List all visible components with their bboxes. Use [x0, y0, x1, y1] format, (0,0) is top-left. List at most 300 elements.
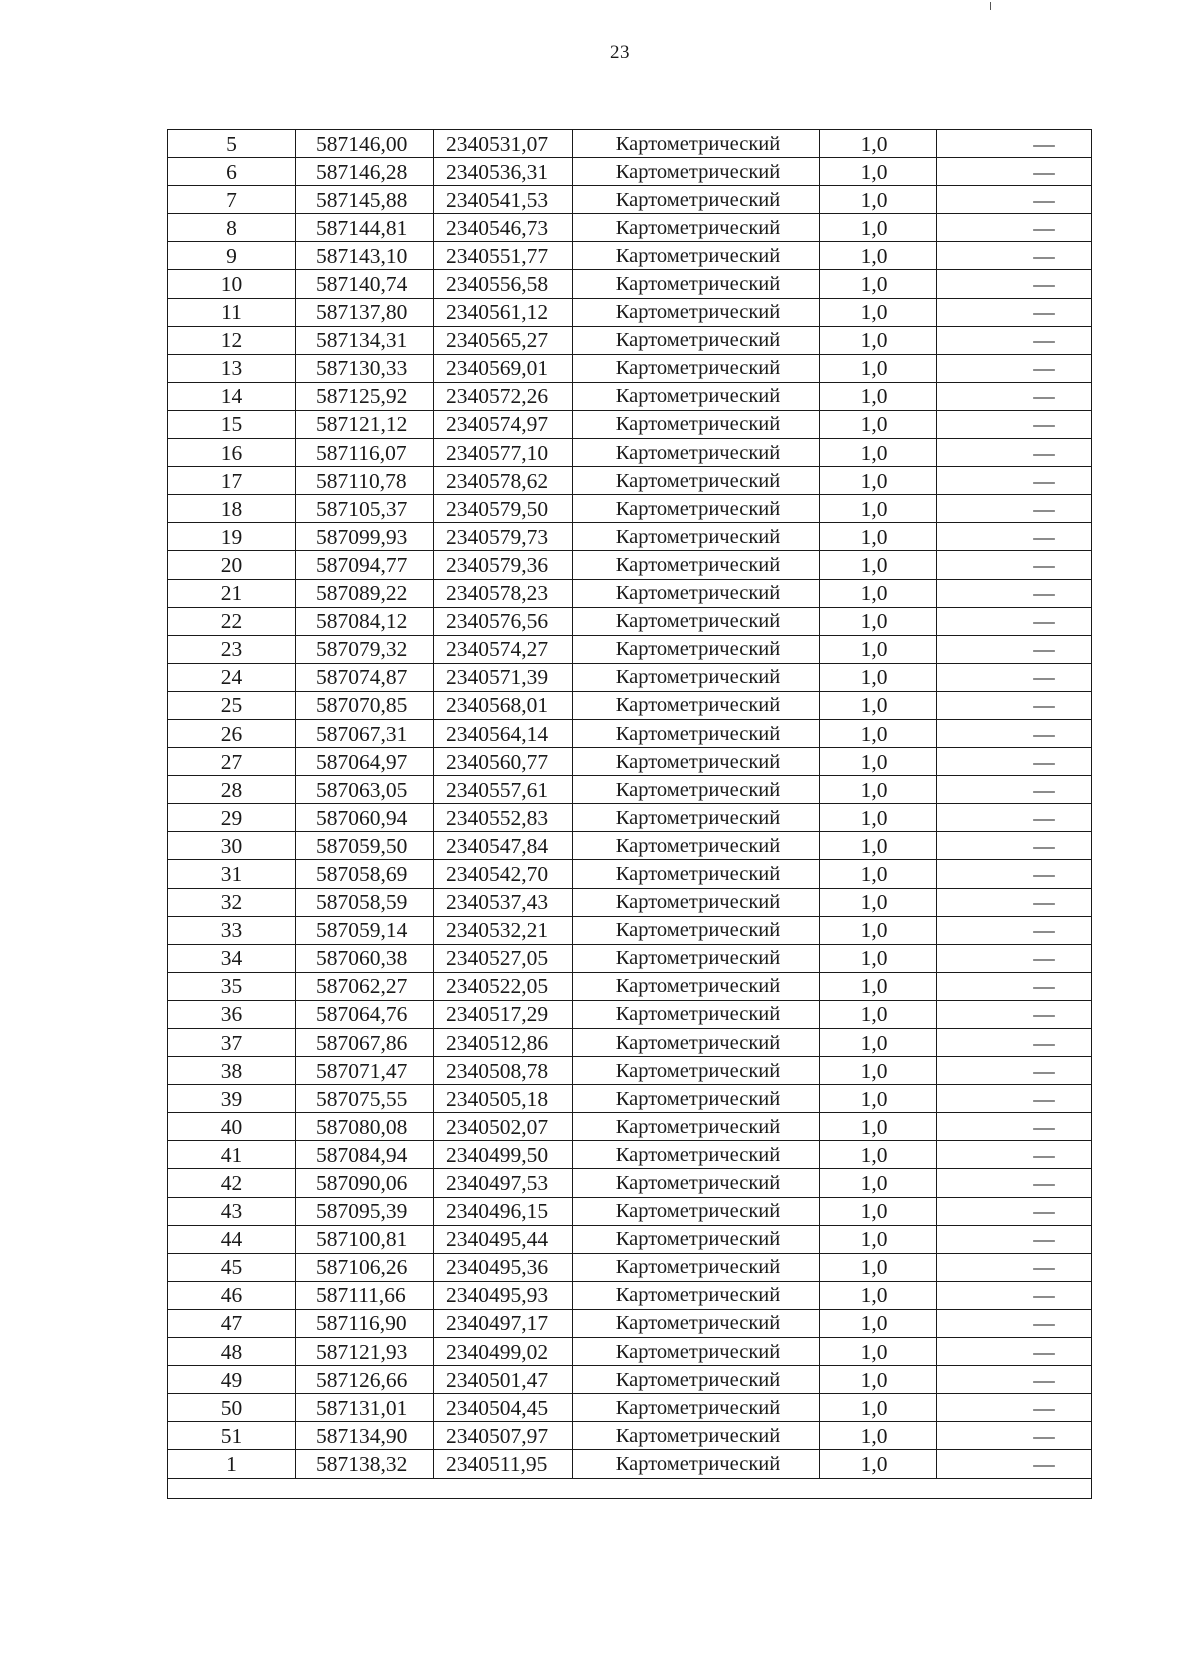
- coordinates-table-body: [168, 130, 1092, 1479]
- method-cell: Картометрический: [573, 607, 820, 635]
- table-row: [168, 242, 1092, 270]
- coordinate-y-cell: 2340579,73: [434, 523, 573, 551]
- table-row: [168, 382, 1092, 410]
- table-row: [168, 1029, 1092, 1057]
- table-row: [168, 1394, 1092, 1422]
- note-cell: —: [937, 1141, 1092, 1169]
- coordinate-y-cell: 2340522,05: [434, 972, 573, 1000]
- method-cell: Картометрический: [573, 1281, 820, 1309]
- accuracy-cell: 1,0: [820, 1450, 937, 1478]
- method-cell: Картометрический: [573, 1394, 820, 1422]
- note-cell: —: [937, 916, 1092, 944]
- coordinate-x-cell: 587111,66: [296, 1281, 434, 1309]
- note-cell: —: [937, 635, 1092, 663]
- point-number-cell: 31: [168, 860, 296, 888]
- coordinate-x-cell: 587090,06: [296, 1169, 434, 1197]
- coordinate-x-cell: 587105,37: [296, 495, 434, 523]
- coordinate-x-cell: 587137,80: [296, 298, 434, 326]
- coordinate-x-cell: 587058,59: [296, 888, 434, 916]
- point-number-cell: 41: [168, 1141, 296, 1169]
- accuracy-cell: 1,0: [820, 776, 937, 804]
- table-row: [168, 1366, 1092, 1394]
- coordinate-x-cell: 587067,31: [296, 719, 434, 747]
- coordinate-x-cell: 587110,78: [296, 467, 434, 495]
- coordinate-x-cell: 587145,88: [296, 186, 434, 214]
- table-row: [168, 916, 1092, 944]
- note-cell: —: [937, 1253, 1092, 1281]
- table-row: [168, 944, 1092, 972]
- coordinate-x-cell: 587116,90: [296, 1309, 434, 1337]
- point-number-cell: 12: [168, 326, 296, 354]
- method-cell: Картометрический: [573, 776, 820, 804]
- coordinate-x-cell: 587074,87: [296, 663, 434, 691]
- table-row: [168, 1000, 1092, 1028]
- note-cell: —: [937, 326, 1092, 354]
- note-cell: —: [937, 1085, 1092, 1113]
- coordinate-y-cell: 2340541,53: [434, 186, 573, 214]
- coordinate-x-cell: 587144,81: [296, 214, 434, 242]
- coordinate-x-cell: 587075,55: [296, 1085, 434, 1113]
- accuracy-cell: 1,0: [820, 130, 937, 158]
- page-number: 23: [610, 42, 630, 63]
- note-cell: —: [937, 888, 1092, 916]
- coordinate-x-cell: 587060,38: [296, 944, 434, 972]
- method-cell: Картометрический: [573, 579, 820, 607]
- method-cell: Картометрический: [573, 186, 820, 214]
- accuracy-cell: 1,0: [820, 916, 937, 944]
- coordinate-x-cell: 587146,28: [296, 158, 434, 186]
- method-cell: Картометрический: [573, 158, 820, 186]
- note-cell: —: [937, 298, 1092, 326]
- point-number-cell: 24: [168, 663, 296, 691]
- accuracy-cell: 1,0: [820, 1197, 937, 1225]
- coordinate-x-cell: 587060,94: [296, 804, 434, 832]
- point-number-cell: 46: [168, 1281, 296, 1309]
- coordinate-x-cell: 587059,14: [296, 916, 434, 944]
- table-row: [168, 354, 1092, 382]
- table-row: [168, 158, 1092, 186]
- coordinate-y-cell: 2340574,27: [434, 635, 573, 663]
- point-number-cell: 51: [168, 1422, 296, 1450]
- point-number-cell: 47: [168, 1309, 296, 1337]
- method-cell: Картометрический: [573, 1057, 820, 1085]
- note-cell: —: [937, 495, 1092, 523]
- coordinate-y-cell: 2340531,07: [434, 130, 573, 158]
- coordinate-x-cell: 587121,12: [296, 410, 434, 438]
- coordinate-x-cell: 587058,69: [296, 860, 434, 888]
- method-cell: Картометрический: [573, 832, 820, 860]
- note-cell: —: [937, 1309, 1092, 1337]
- method-cell: Картометрический: [573, 1141, 820, 1169]
- note-cell: —: [937, 1113, 1092, 1141]
- coordinate-y-cell: 2340495,44: [434, 1225, 573, 1253]
- note-cell: —: [937, 382, 1092, 410]
- note-cell: —: [937, 1225, 1092, 1253]
- coordinate-x-cell: 587094,77: [296, 551, 434, 579]
- coordinate-y-cell: 2340578,23: [434, 579, 573, 607]
- accuracy-cell: 1,0: [820, 298, 937, 326]
- coordinate-x-cell: 587134,31: [296, 326, 434, 354]
- point-number-cell: 1: [168, 1450, 296, 1478]
- scan-tick-mark: [990, 2, 991, 10]
- coordinate-x-cell: 587080,08: [296, 1113, 434, 1141]
- coordinate-y-cell: 2340537,43: [434, 888, 573, 916]
- note-cell: —: [937, 158, 1092, 186]
- accuracy-cell: 1,0: [820, 1338, 937, 1366]
- point-number-cell: 18: [168, 495, 296, 523]
- coordinate-x-cell: 587070,85: [296, 691, 434, 719]
- coordinate-x-cell: 587064,76: [296, 1000, 434, 1028]
- coordinate-y-cell: 2340508,78: [434, 1057, 573, 1085]
- table-row: [168, 607, 1092, 635]
- method-cell: Картометрический: [573, 1225, 820, 1253]
- accuracy-cell: 1,0: [820, 1225, 937, 1253]
- coordinate-x-cell: 587130,33: [296, 354, 434, 382]
- coordinate-y-cell: 2340568,01: [434, 691, 573, 719]
- coordinate-x-cell: 587100,81: [296, 1225, 434, 1253]
- point-number-cell: 38: [168, 1057, 296, 1085]
- accuracy-cell: 1,0: [820, 1253, 937, 1281]
- method-cell: Картометрический: [573, 719, 820, 747]
- point-number-cell: 27: [168, 748, 296, 776]
- accuracy-cell: 1,0: [820, 1141, 937, 1169]
- table-row: [168, 635, 1092, 663]
- accuracy-cell: 1,0: [820, 1394, 937, 1422]
- method-cell: Картометрический: [573, 1029, 820, 1057]
- coordinate-x-cell: 587143,10: [296, 242, 434, 270]
- note-cell: —: [937, 607, 1092, 635]
- note-cell: —: [937, 439, 1092, 467]
- note-cell: —: [937, 1057, 1092, 1085]
- method-cell: Картометрический: [573, 691, 820, 719]
- table-row: [168, 1141, 1092, 1169]
- point-number-cell: 8: [168, 214, 296, 242]
- method-cell: Картометрический: [573, 888, 820, 916]
- method-cell: Картометрический: [573, 944, 820, 972]
- table-row: [168, 1450, 1092, 1478]
- accuracy-cell: 1,0: [820, 691, 937, 719]
- method-cell: Картометрический: [573, 270, 820, 298]
- table-row: [168, 1197, 1092, 1225]
- accuracy-cell: 1,0: [820, 832, 937, 860]
- point-number-cell: 5: [168, 130, 296, 158]
- method-cell: Картометрический: [573, 439, 820, 467]
- note-cell: —: [937, 944, 1092, 972]
- coordinate-y-cell: 2340501,47: [434, 1366, 573, 1394]
- table-row: [168, 495, 1092, 523]
- method-cell: Картометрический: [573, 551, 820, 579]
- accuracy-cell: 1,0: [820, 1309, 937, 1337]
- note-cell: —: [937, 1029, 1092, 1057]
- table-row: [168, 439, 1092, 467]
- method-cell: Картометрический: [573, 130, 820, 158]
- point-number-cell: 34: [168, 944, 296, 972]
- method-cell: Картометрический: [573, 1085, 820, 1113]
- coordinate-y-cell: 2340571,39: [434, 663, 573, 691]
- accuracy-cell: 1,0: [820, 635, 937, 663]
- method-cell: Картометрический: [573, 1309, 820, 1337]
- coordinate-x-cell: 587106,26: [296, 1253, 434, 1281]
- table-row: [168, 1085, 1092, 1113]
- coordinate-x-cell: 587131,01: [296, 1394, 434, 1422]
- coordinate-x-cell: 587095,39: [296, 1197, 434, 1225]
- table-row: [168, 1309, 1092, 1337]
- method-cell: Картометрический: [573, 860, 820, 888]
- coordinate-y-cell: 2340496,15: [434, 1197, 573, 1225]
- point-number-cell: 7: [168, 186, 296, 214]
- coordinate-x-cell: 587134,90: [296, 1422, 434, 1450]
- point-number-cell: 10: [168, 270, 296, 298]
- point-number-cell: 22: [168, 607, 296, 635]
- accuracy-cell: 1,0: [820, 326, 937, 354]
- point-number-cell: 49: [168, 1366, 296, 1394]
- point-number-cell: 6: [168, 158, 296, 186]
- note-cell: —: [937, 410, 1092, 438]
- accuracy-cell: 1,0: [820, 467, 937, 495]
- table-row: [168, 326, 1092, 354]
- coordinate-x-cell: 587125,92: [296, 382, 434, 410]
- coordinate-y-cell: 2340507,97: [434, 1422, 573, 1450]
- method-cell: Картометрический: [573, 1422, 820, 1450]
- accuracy-cell: 1,0: [820, 1057, 937, 1085]
- coordinate-y-cell: 2340561,12: [434, 298, 573, 326]
- table-row: [168, 1422, 1092, 1450]
- method-cell: Картометрический: [573, 1197, 820, 1225]
- accuracy-cell: 1,0: [820, 382, 937, 410]
- method-cell: Картометрический: [573, 972, 820, 1000]
- accuracy-cell: 1,0: [820, 1029, 937, 1057]
- coordinate-y-cell: 2340517,29: [434, 1000, 573, 1028]
- coordinate-y-cell: 2340505,18: [434, 1085, 573, 1113]
- note-cell: —: [937, 242, 1092, 270]
- accuracy-cell: 1,0: [820, 495, 937, 523]
- coordinate-y-cell: 2340495,93: [434, 1281, 573, 1309]
- table-row: [168, 776, 1092, 804]
- accuracy-cell: 1,0: [820, 748, 937, 776]
- table-row: [168, 1169, 1092, 1197]
- note-cell: —: [937, 186, 1092, 214]
- coordinate-x-cell: 587126,66: [296, 1366, 434, 1394]
- table-row: [168, 804, 1092, 832]
- accuracy-cell: 1,0: [820, 1366, 937, 1394]
- method-cell: Картометрический: [573, 382, 820, 410]
- note-cell: —: [937, 467, 1092, 495]
- note-cell: —: [937, 972, 1092, 1000]
- point-number-cell: 20: [168, 551, 296, 579]
- coordinate-x-cell: 587089,22: [296, 579, 434, 607]
- coordinate-y-cell: 2340497,53: [434, 1169, 573, 1197]
- coordinate-y-cell: 2340579,36: [434, 551, 573, 579]
- note-cell: —: [937, 1366, 1092, 1394]
- point-number-cell: 30: [168, 832, 296, 860]
- method-cell: Картометрический: [573, 298, 820, 326]
- coordinate-y-cell: 2340564,14: [434, 719, 573, 747]
- note-cell: —: [937, 270, 1092, 298]
- table-row: [168, 467, 1092, 495]
- note-cell: —: [937, 663, 1092, 691]
- accuracy-cell: 1,0: [820, 186, 937, 214]
- accuracy-cell: 1,0: [820, 860, 937, 888]
- point-number-cell: 26: [168, 719, 296, 747]
- point-number-cell: 13: [168, 354, 296, 382]
- coordinate-y-cell: 2340565,27: [434, 326, 573, 354]
- table-row: [168, 579, 1092, 607]
- note-cell: —: [937, 1197, 1092, 1225]
- table-row: [168, 832, 1092, 860]
- accuracy-cell: 1,0: [820, 1169, 937, 1197]
- coordinate-y-cell: 2340557,61: [434, 776, 573, 804]
- accuracy-cell: 1,0: [820, 214, 937, 242]
- coordinate-x-cell: 587099,93: [296, 523, 434, 551]
- coordinate-x-cell: 587121,93: [296, 1338, 434, 1366]
- coordinate-x-cell: 587079,32: [296, 635, 434, 663]
- table-row: [168, 972, 1092, 1000]
- point-number-cell: 45: [168, 1253, 296, 1281]
- coordinate-y-cell: 2340511,95: [434, 1450, 573, 1478]
- method-cell: Картометрический: [573, 748, 820, 776]
- note-cell: —: [937, 691, 1092, 719]
- point-number-cell: 19: [168, 523, 296, 551]
- accuracy-cell: 1,0: [820, 158, 937, 186]
- coordinate-x-cell: 587067,86: [296, 1029, 434, 1057]
- note-cell: —: [937, 1000, 1092, 1028]
- accuracy-cell: 1,0: [820, 242, 937, 270]
- note-cell: —: [937, 776, 1092, 804]
- coordinate-x-cell: 587062,27: [296, 972, 434, 1000]
- coordinate-y-cell: 2340497,17: [434, 1309, 573, 1337]
- coordinates-table: [167, 129, 1092, 1499]
- point-number-cell: 50: [168, 1394, 296, 1422]
- point-number-cell: 16: [168, 439, 296, 467]
- point-number-cell: 25: [168, 691, 296, 719]
- point-number-cell: 33: [168, 916, 296, 944]
- coordinate-y-cell: 2340556,58: [434, 270, 573, 298]
- coordinate-y-cell: 2340499,02: [434, 1338, 573, 1366]
- coordinate-x-cell: 587138,32: [296, 1450, 434, 1478]
- coordinate-y-cell: 2340502,07: [434, 1113, 573, 1141]
- table-footer-cell: [168, 1478, 1092, 1498]
- coordinate-y-cell: 2340499,50: [434, 1141, 573, 1169]
- coordinate-y-cell: 2340536,31: [434, 158, 573, 186]
- accuracy-cell: 1,0: [820, 1422, 937, 1450]
- note-cell: —: [937, 719, 1092, 747]
- coordinate-x-cell: 587084,12: [296, 607, 434, 635]
- coordinate-y-cell: 2340551,77: [434, 242, 573, 270]
- note-cell: —: [937, 748, 1092, 776]
- note-cell: —: [937, 214, 1092, 242]
- coordinate-y-cell: 2340504,45: [434, 1394, 573, 1422]
- method-cell: Картометрический: [573, 1338, 820, 1366]
- table-row: [168, 860, 1092, 888]
- coordinate-y-cell: 2340574,97: [434, 410, 573, 438]
- method-cell: Картометрический: [573, 1000, 820, 1028]
- note-cell: —: [937, 579, 1092, 607]
- point-number-cell: 39: [168, 1085, 296, 1113]
- coordinate-y-cell: 2340569,01: [434, 354, 573, 382]
- point-number-cell: 11: [168, 298, 296, 326]
- accuracy-cell: 1,0: [820, 1281, 937, 1309]
- table-row: [168, 1338, 1092, 1366]
- table-row: [168, 1281, 1092, 1309]
- coordinate-y-cell: 2340577,10: [434, 439, 573, 467]
- method-cell: Картометрический: [573, 1169, 820, 1197]
- method-cell: Картометрический: [573, 1253, 820, 1281]
- accuracy-cell: 1,0: [820, 1000, 937, 1028]
- accuracy-cell: 1,0: [820, 888, 937, 916]
- coordinate-y-cell: 2340578,62: [434, 467, 573, 495]
- method-cell: Картометрический: [573, 1113, 820, 1141]
- accuracy-cell: 1,0: [820, 804, 937, 832]
- note-cell: —: [937, 1422, 1092, 1450]
- method-cell: Картометрический: [573, 495, 820, 523]
- note-cell: —: [937, 860, 1092, 888]
- point-number-cell: 48: [168, 1338, 296, 1366]
- accuracy-cell: 1,0: [820, 607, 937, 635]
- table-row: [168, 298, 1092, 326]
- table-row: [168, 691, 1092, 719]
- accuracy-cell: 1,0: [820, 719, 937, 747]
- method-cell: Картометрический: [573, 523, 820, 551]
- table-row: [168, 410, 1092, 438]
- table-row: [168, 748, 1092, 776]
- accuracy-cell: 1,0: [820, 1113, 937, 1141]
- note-cell: —: [937, 1450, 1092, 1478]
- accuracy-cell: 1,0: [820, 523, 937, 551]
- coordinate-x-cell: 587146,00: [296, 130, 434, 158]
- coordinate-y-cell: 2340552,83: [434, 804, 573, 832]
- coordinate-y-cell: 2340542,70: [434, 860, 573, 888]
- coordinate-x-cell: 587064,97: [296, 748, 434, 776]
- note-cell: —: [937, 130, 1092, 158]
- point-number-cell: 43: [168, 1197, 296, 1225]
- accuracy-cell: 1,0: [820, 663, 937, 691]
- method-cell: Картометрический: [573, 804, 820, 832]
- method-cell: Картометрический: [573, 214, 820, 242]
- coordinate-y-cell: 2340512,86: [434, 1029, 573, 1057]
- accuracy-cell: 1,0: [820, 972, 937, 1000]
- point-number-cell: 42: [168, 1169, 296, 1197]
- table-row: [168, 888, 1092, 916]
- note-cell: —: [937, 804, 1092, 832]
- coordinate-y-cell: 2340527,05: [434, 944, 573, 972]
- point-number-cell: 9: [168, 242, 296, 270]
- method-cell: Картометрический: [573, 663, 820, 691]
- note-cell: —: [937, 354, 1092, 382]
- method-cell: Картометрический: [573, 1366, 820, 1394]
- point-number-cell: 15: [168, 410, 296, 438]
- table-row: [168, 1225, 1092, 1253]
- note-cell: —: [937, 523, 1092, 551]
- coordinate-y-cell: 2340532,21: [434, 916, 573, 944]
- table-row: [168, 130, 1092, 158]
- table-row: [168, 1057, 1092, 1085]
- table-row: [168, 186, 1092, 214]
- method-cell: Картометрический: [573, 635, 820, 663]
- coordinate-x-cell: 587140,74: [296, 270, 434, 298]
- table-row: [168, 719, 1092, 747]
- table-row: [168, 270, 1092, 298]
- accuracy-cell: 1,0: [820, 944, 937, 972]
- method-cell: Картометрический: [573, 1450, 820, 1478]
- method-cell: Картометрический: [573, 467, 820, 495]
- point-number-cell: 36: [168, 1000, 296, 1028]
- coordinate-y-cell: 2340579,50: [434, 495, 573, 523]
- accuracy-cell: 1,0: [820, 270, 937, 298]
- table-row: [168, 523, 1092, 551]
- coordinate-y-cell: 2340576,56: [434, 607, 573, 635]
- coordinate-x-cell: 587116,07: [296, 439, 434, 467]
- table-row: [168, 551, 1092, 579]
